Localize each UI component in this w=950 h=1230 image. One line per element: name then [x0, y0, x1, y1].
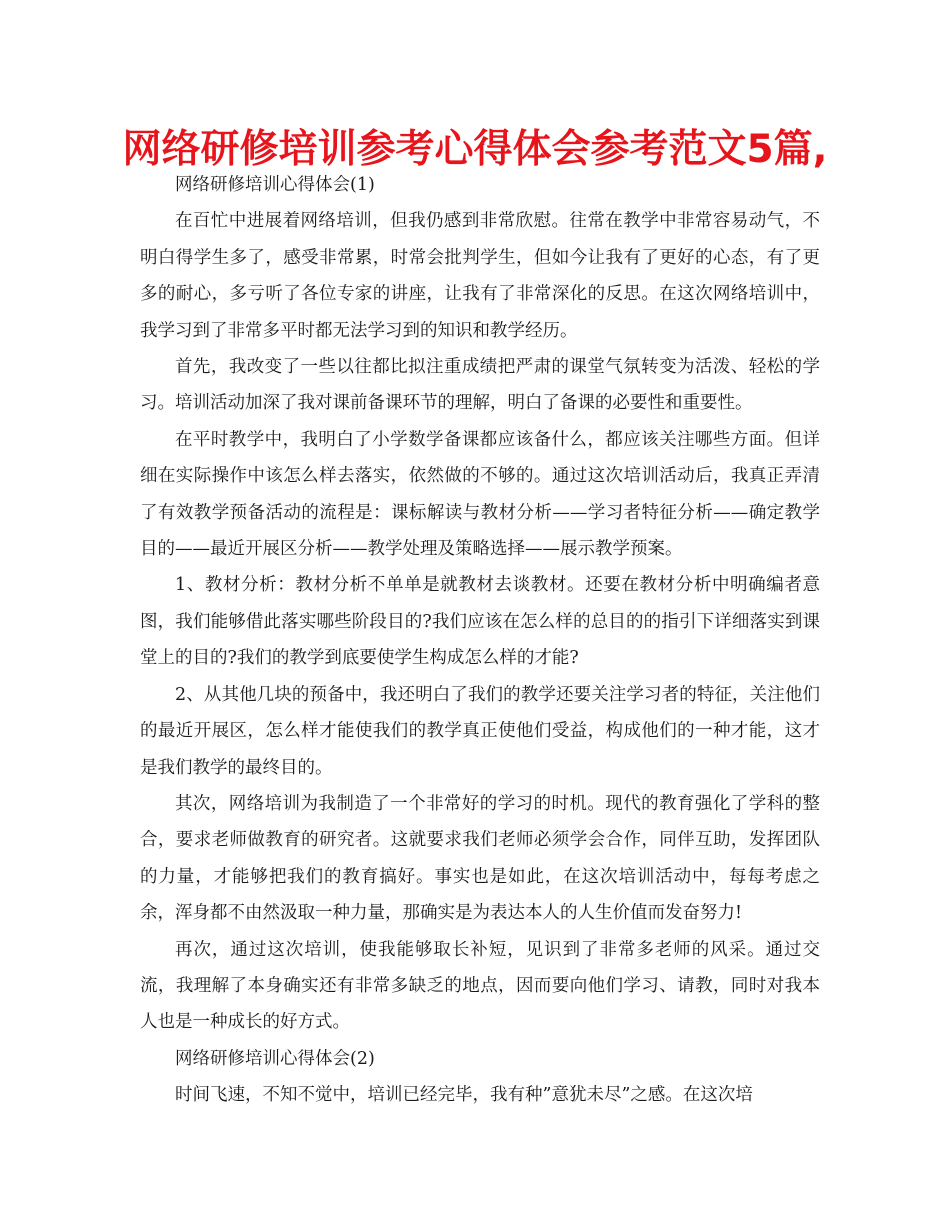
paragraph: 其次，网络培训为我制造了一个非常好的学习的时机。现代的教育强化了学科的整合，要求老师做教育的研究者。这就要求我们老师必须学会合作，同伴互助，发挥团队的力量，才能够把我们的教育搞好。事实也是如此，在这次培训活动中，每每考虑之余，浑身都不由然汲取一种力量，那确实是为表达本人的人生价值而发奋努力!	[140, 793, 820, 924]
paragraph: 时间飞速，不知不觉中，培训已经完毕，我有种”意犹未尽”之感。在这次培	[175, 1085, 753, 1106]
paragraph: 在平时教学中，我明白了小学数学备课都应该备什么，都应该关注哪些方面。但详细在实际操作中该怎么样去落实，依然做的不够的。通过这次培训活动后，我真正弄清了有效教学预备活动的流程是：课标解读与教材分析——学习者特征分析——确定教学目的——最近开展区分析——教学处理及策略选择——展示教学预案。	[140, 429, 820, 560]
document-title: 网络研修培训参考心得体会参考范文5篇,	[122, 127, 828, 172]
paragraph: 2、从其他几块的预备中，我还明白了我们的教学还要关注学习者的特征，关注他们的最近开展区，怎么样才能使我们的教学真正使他们受益，构成他们的一种才能，这才是我们教学的最终目的。	[140, 684, 820, 778]
paragraph: 首先，我改变了一些以往都比拟注重成绩把严肃的课堂气氛转变为活泼、轻松的学习。培训活动加深了我对课前备课环节的理解，明白了备课的必要性和重要性。	[140, 357, 820, 414]
paragraph: 1、教材分析：教材分析不单单是就教材去谈教材。还要在教材分析中明确编者意图，我们能够借此落实哪些阶段目的?我们应该在怎么样的总目的的指引下详细落实到课堂上的目的?我们的教学到底要使学生构成怎么样的才能?	[140, 575, 820, 669]
paragraph: 再次，通过这次培训，使我能够取长补短，见识到了非常多老师的风采。通过交流，我理解了本身确实还有非常多缺乏的地点，因而要向他们学习、请教，同时对我本人也是一种成长的好方式。	[140, 939, 820, 1033]
document-body	[140, 167, 820, 1114]
paragraph: 在百忙中进展着网络培训，但我仍感到非常欣慰。往常在教学中非常容易动气，不明白得学生多了，感受非常累，时常会批判学生，但如今让我有了更好的心态，有了更多的耐心，多亏听了各位专家的讲座，让我有了非常深化的反思。在这次网络培训中，我学习到了非常多平时都无法学习到的知识和教学经历。	[140, 211, 820, 341]
section-heading-2: 网络研修培训心得体会(2)	[175, 1048, 375, 1069]
section-heading-1: 网络研修培训心得体会(1)	[175, 175, 375, 195]
